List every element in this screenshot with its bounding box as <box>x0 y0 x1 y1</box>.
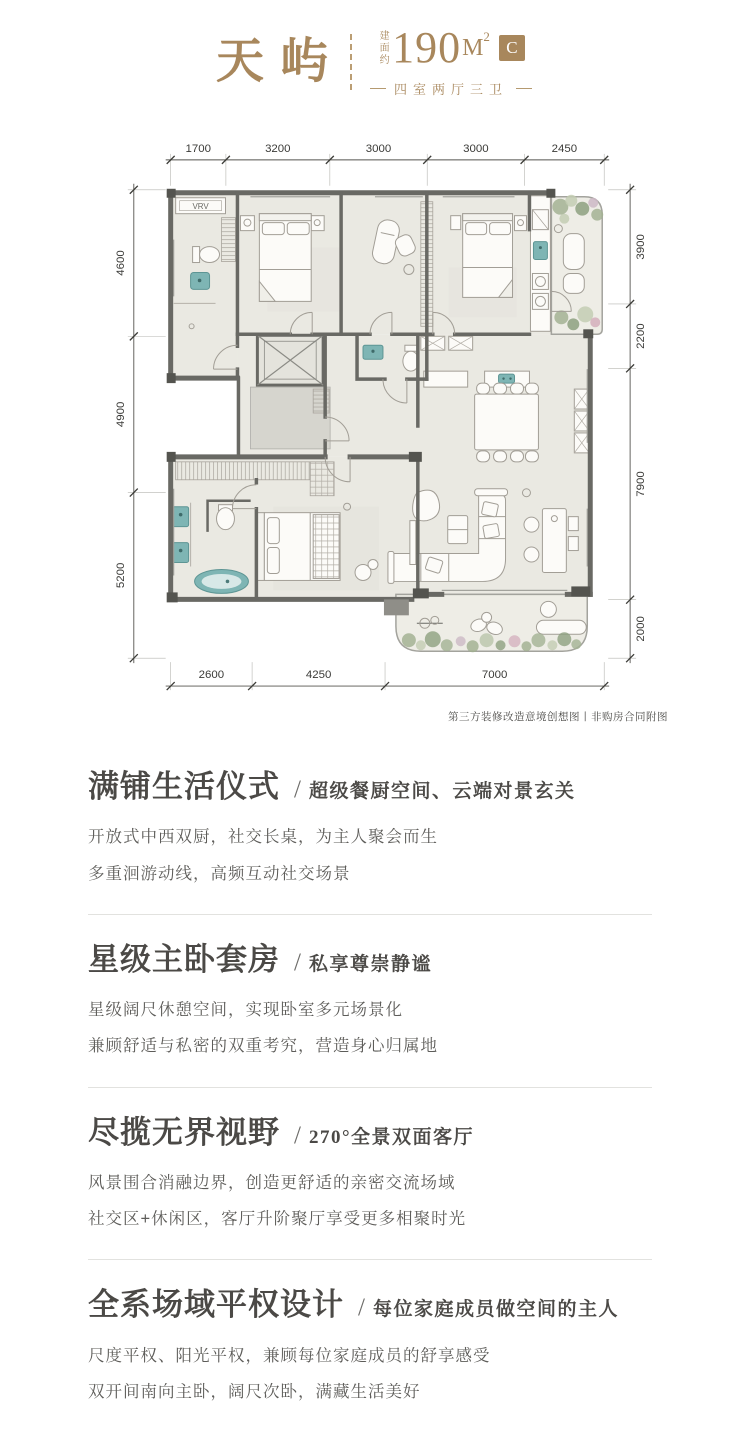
elevator-shaft <box>257 335 323 385</box>
section-body <box>88 819 652 892</box>
header-right <box>370 23 532 98</box>
section-subheading: 每位家庭成员做空间的主人 <box>372 1299 619 1321</box>
dim-label: 4900 <box>114 401 127 428</box>
section-line: 开放式中西双厨，社交长桌，为主人聚会而生 <box>88 828 438 847</box>
disclaimer: 第三方装修改造意境创想图丨非购房合同附图 <box>448 711 668 724</box>
dim-label: 2200 <box>635 323 648 349</box>
dim-label: 7000 <box>481 669 508 682</box>
slash-separator: / <box>294 1121 301 1149</box>
area-prefix: 建面约 <box>377 30 389 66</box>
dim-label: 2000 <box>635 616 648 642</box>
subtitle-dash-left <box>370 88 386 89</box>
area-value: 190 <box>392 23 462 72</box>
section-heading: 全系场域平权设计 <box>88 1287 344 1323</box>
section-subheading: 私享尊崇静谧 <box>308 953 432 975</box>
dim-label: 3000 <box>463 142 489 155</box>
header <box>0 0 740 98</box>
project-title: 天屿 <box>215 35 344 88</box>
kitchen-counter <box>530 196 550 332</box>
section-master-suite <box>88 914 652 1065</box>
area-unit: M <box>462 35 484 61</box>
section-heading-row <box>88 768 652 805</box>
section-heading: 尽揽无界视野 <box>88 1114 280 1150</box>
slash-separator: / <box>358 1294 365 1322</box>
section-subheading: 超级餐厨空间、云端对景玄关 <box>308 781 576 803</box>
dim-label: 2450 <box>551 142 578 155</box>
section-body <box>88 1165 652 1238</box>
section-heading-row <box>88 941 652 978</box>
dim-label: 3200 <box>265 142 291 155</box>
section-heading: 满铺生活仪式 <box>88 769 280 805</box>
section-heading: 星级主卧套房 <box>88 941 280 977</box>
section-line: 多重洄游动线，高频互动社交场景 <box>88 864 351 883</box>
feature-sections <box>0 758 740 1410</box>
slash-separator: / <box>294 776 301 804</box>
dim-label: 1700 <box>185 142 212 155</box>
section-subheading: 270°全景双面客厅 <box>308 1126 475 1148</box>
section-line: 双开间南向主卧，阔尺次卧，满藏生活美好 <box>88 1382 421 1401</box>
dim-label: 2600 <box>198 669 225 682</box>
unit-type-badge: C <box>499 35 525 61</box>
area-row <box>377 23 525 72</box>
section-heading-row <box>88 1286 652 1323</box>
section-panoramic-view <box>88 1087 652 1238</box>
subtitle-row <box>370 79 532 98</box>
section-line: 星级阔尺休憩空间，实现卧室多元场景化 <box>88 1000 403 1019</box>
dim-label: 3900 <box>635 234 648 260</box>
dim-label: 4600 <box>114 250 127 276</box>
section-line: 兼顾舒适与私密的双重考究，营造身心归属地 <box>88 1037 438 1056</box>
floorplan-container <box>76 122 664 705</box>
dim-label: 4250 <box>305 669 332 682</box>
dining-table <box>475 383 539 462</box>
section-body <box>88 992 652 1065</box>
section-body <box>88 1338 652 1411</box>
dim-label: 3000 <box>365 142 392 155</box>
section-line: 风景围合消融边界，创造更舒适的亲密交流场域 <box>88 1173 456 1192</box>
dim-label: 7900 <box>635 471 648 497</box>
floorplan <box>76 122 664 705</box>
coffee-table <box>448 516 468 544</box>
dim-label: 5200 <box>114 562 127 589</box>
vrv-label: VRV <box>192 202 209 212</box>
section-living-ritual <box>88 758 652 892</box>
area-superscript: 2 <box>483 28 490 44</box>
section-equal-design <box>88 1259 652 1410</box>
section-line: 尺度平权、阳光平权，兼顾每位家庭成员的舒享感受 <box>88 1346 491 1365</box>
subtitle-dash-right <box>516 88 532 89</box>
header-divider <box>350 34 352 90</box>
slash-separator: / <box>294 948 301 976</box>
section-heading-row <box>88 1114 652 1151</box>
layout-subtitle: 四室两厅三卫 <box>394 82 509 97</box>
section-line: 社交区+休闲区，客厅升阶聚厅享受更多相聚时光 <box>88 1210 467 1229</box>
